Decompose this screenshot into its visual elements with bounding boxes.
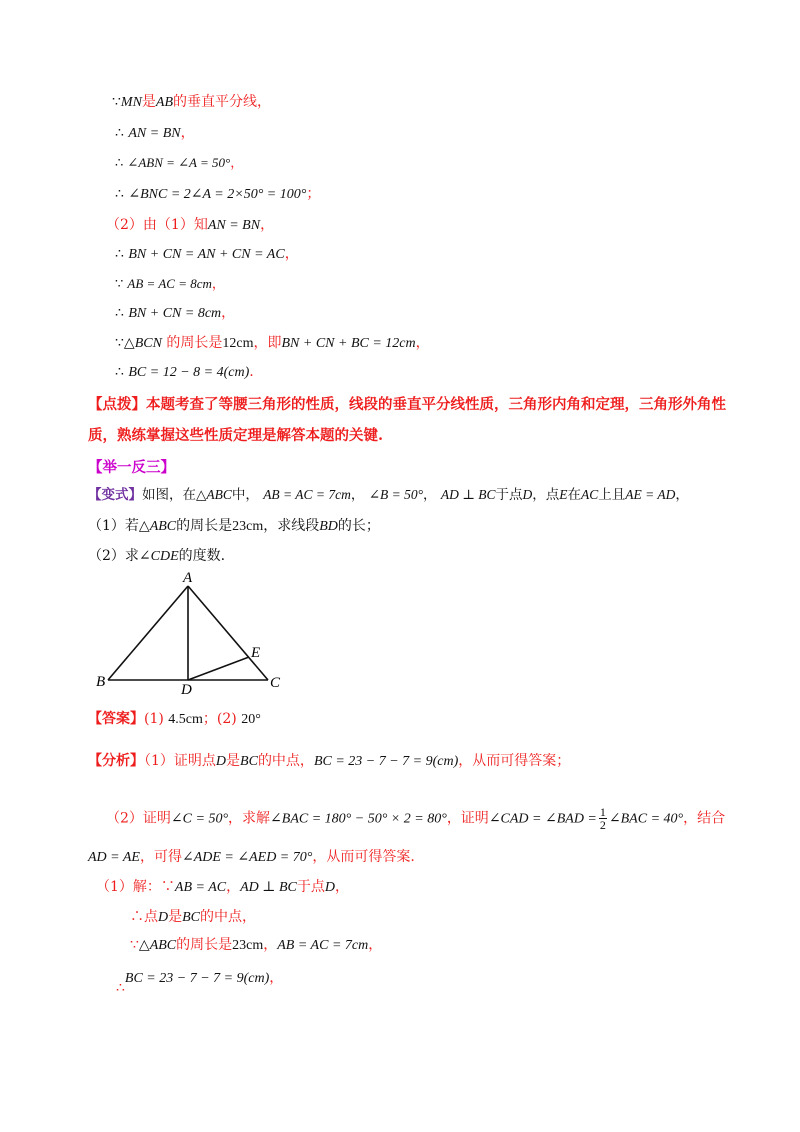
- math: △ABC: [138, 519, 177, 534]
- text: 中，: [231, 487, 259, 503]
- text: 的周长是: [176, 937, 233, 953]
- punct: ；: [202, 711, 217, 727]
- text: ，: [350, 487, 365, 503]
- math: ∠BAC = 180° − 50° × 2 = 80°: [270, 811, 447, 827]
- tip-line-2: [88, 427, 383, 445]
- punct: ，: [230, 156, 244, 171]
- math: BN + CN + BC = 12cm: [281, 336, 416, 351]
- text: 点: [144, 909, 158, 925]
- text: 于点: [495, 487, 523, 503]
- math: D: [324, 880, 335, 895]
- text: 是: [168, 909, 183, 925]
- text: 是: [226, 753, 241, 769]
- variant-line-1: [88, 486, 689, 504]
- math: AN = BN: [207, 218, 261, 233]
- text: (2): [216, 711, 237, 727]
- tip-text: 本题考查了等腰三角形的性质，线段的垂直平分线性质，三角形内角和定理，三角形外角性: [146, 396, 726, 413]
- tip-text: 质，熟练掌握这些性质定理是解答本题的关键.: [88, 427, 384, 444]
- segment-DE: [188, 657, 249, 680]
- proof-line-1: [112, 93, 271, 112]
- variant-question-2: [88, 547, 225, 566]
- punct: ，: [221, 305, 236, 321]
- proof-line-8: [115, 304, 235, 323]
- math: D: [158, 910, 169, 925]
- label-E: E: [251, 645, 261, 661]
- tip-line-1: [88, 396, 726, 414]
- punct: ，: [260, 217, 275, 233]
- triangle-figure: [88, 566, 298, 698]
- text: (1): [144, 711, 164, 727]
- proof-line-9: [115, 334, 430, 353]
- variant-question-1: [88, 517, 380, 536]
- math: AN = BN: [128, 126, 181, 141]
- text: 的周长是: [176, 518, 233, 534]
- math: E: [559, 487, 568, 502]
- text: ，: [423, 487, 437, 503]
- text: ，证明: [446, 810, 489, 827]
- math: BC = 23 − 7 − 7 = 9(cm): [313, 754, 459, 769]
- math: △BCN: [123, 336, 162, 351]
- fraction-denominator: 2: [599, 818, 606, 832]
- solution-line-3: [130, 936, 382, 955]
- text: 的中点，: [257, 753, 314, 769]
- math: AD = AE: [88, 850, 140, 865]
- because-symbol: ∵: [115, 335, 124, 351]
- text: 在: [567, 487, 582, 503]
- text: 的垂直平分线，: [173, 94, 272, 110]
- therefore-symbol: ∴: [115, 305, 124, 321]
- label-C: C: [270, 675, 281, 691]
- math: BC: [182, 910, 201, 925]
- therefore-symbol: ∴: [115, 186, 124, 202]
- because-symbol: ∵: [160, 879, 175, 895]
- answer-value: 20°: [241, 712, 261, 727]
- because-symbol: ∵: [112, 94, 121, 110]
- proof-line-10: [115, 363, 254, 382]
- segment-AB: [108, 586, 188, 680]
- math: ∠BNC = 2∠A = 2×50° = 100°: [128, 187, 307, 202]
- math: 23cm: [232, 519, 264, 534]
- math: BN + CN = AN + CN = AC: [128, 247, 285, 262]
- text: 的周长是: [166, 335, 223, 351]
- math: MN: [120, 95, 142, 110]
- analysis-line-3: [88, 848, 415, 867]
- solution-line-1: [96, 878, 349, 897]
- math: ∠ADE = ∠AED = 70°: [181, 850, 313, 865]
- fraction-one-half: [599, 806, 607, 831]
- therefore-symbol: ∴: [116, 980, 125, 996]
- math: D: [522, 487, 533, 502]
- text: ，即: [253, 335, 282, 351]
- math: ∠ABN = ∠A = 50°: [127, 155, 231, 170]
- therefore-symbol: ∴: [115, 246, 124, 262]
- text: ，: [675, 487, 689, 503]
- tip-label: 【点拨】: [88, 396, 146, 413]
- math: 23cm: [232, 938, 264, 953]
- math: BC = 12 − 8 = 4(cm): [128, 365, 250, 380]
- math: AD ⊥ BC: [440, 487, 496, 502]
- text: 的中点，: [200, 909, 257, 925]
- punct: ，: [211, 277, 225, 292]
- text: （1）证明点: [144, 753, 216, 769]
- math: ∠C = 50°: [170, 811, 229, 827]
- math: △ABC: [196, 487, 232, 502]
- therefore-symbol: ∴: [115, 364, 124, 380]
- punct: ，: [269, 970, 284, 986]
- proof-line-5: [106, 216, 274, 235]
- math: D: [215, 754, 227, 769]
- punct: ，: [263, 937, 278, 953]
- text: 上且: [598, 487, 626, 503]
- math: ∠BAC = 40°: [608, 811, 684, 827]
- math: BD: [319, 519, 338, 534]
- punct: ；: [306, 186, 321, 202]
- label-A: A: [183, 570, 193, 586]
- therefore-symbol: ∴: [115, 156, 124, 171]
- math: AB = AC = 7cm: [263, 487, 351, 502]
- answer-line: [88, 710, 261, 729]
- solution-line-4: [116, 969, 284, 996]
- math: ∠CAD = ∠BAD =: [488, 811, 597, 827]
- answer-value: 4.5cm: [168, 712, 203, 727]
- math: △ABC: [138, 938, 177, 953]
- therefore-symbol: ∴: [115, 125, 124, 141]
- proof-line-6: [115, 245, 299, 264]
- punct: ，: [226, 879, 241, 895]
- text: 是: [141, 94, 156, 110]
- label-D: D: [181, 682, 192, 698]
- text: （1）解：: [96, 879, 161, 895]
- text: ，求解: [228, 810, 271, 827]
- answer-label: 【答案】: [88, 711, 144, 727]
- proof-line-2: [115, 124, 195, 143]
- text: 于点: [296, 879, 325, 895]
- because-symbol: ∵: [115, 277, 124, 292]
- math: BN + CN = 8cm: [128, 306, 222, 321]
- math: BC = 23 − 7 − 7 = 9(cm): [124, 971, 270, 986]
- text: （1）若: [88, 518, 139, 534]
- fraction-numerator: 1: [599, 805, 606, 819]
- text: ，可得: [139, 849, 182, 865]
- punct: ，: [415, 335, 430, 351]
- text: ，求线段: [263, 518, 320, 534]
- therefore-symbol: ∴: [130, 909, 144, 925]
- analysis-line-2: [106, 806, 725, 831]
- math: 12cm: [222, 336, 254, 351]
- punct: ，: [180, 125, 195, 141]
- section-title-text: 【举一反三】: [88, 459, 175, 476]
- solution-line-2: [130, 908, 256, 927]
- text: ，从而可得答案；: [458, 753, 571, 769]
- math: AE = AD: [625, 487, 676, 502]
- analysis-line-1: [88, 752, 570, 771]
- analysis-label: 【分析】: [88, 753, 144, 769]
- variant-label: 【变式】: [88, 487, 142, 503]
- math: AB = AC = 7cm: [277, 938, 369, 953]
- punct: ，: [284, 246, 299, 262]
- proof-line-3: [115, 154, 243, 173]
- math: AB: [155, 95, 174, 110]
- math: ∠CDE: [138, 549, 179, 564]
- math: BC: [240, 754, 258, 769]
- math: AB = AC: [174, 880, 227, 895]
- proof-line-4: [115, 185, 320, 204]
- text: 如图，在: [142, 487, 196, 503]
- because-symbol: ∵: [130, 937, 139, 953]
- text: 的长；: [337, 518, 380, 534]
- text: ，点: [532, 487, 560, 503]
- punct: ，: [368, 937, 383, 953]
- text: （2）由（1）知: [106, 217, 208, 233]
- text: 的度数.: [178, 548, 226, 564]
- label-B: B: [96, 674, 106, 690]
- math: AB = AC = 8cm: [127, 276, 212, 291]
- math: ∠B = 50°: [368, 487, 424, 502]
- text: （2）证明: [106, 810, 171, 827]
- segment-AC: [188, 586, 268, 680]
- text: （2）求: [88, 548, 139, 564]
- punct: ，: [334, 879, 349, 895]
- proof-line-7: [115, 275, 225, 294]
- punct: .: [249, 364, 254, 380]
- text: ，结合: [683, 810, 726, 827]
- math: AD ⊥ BC: [240, 880, 297, 895]
- text: ，从而可得答案.: [312, 849, 415, 865]
- math: AC: [581, 487, 599, 502]
- section-title: [88, 459, 175, 477]
